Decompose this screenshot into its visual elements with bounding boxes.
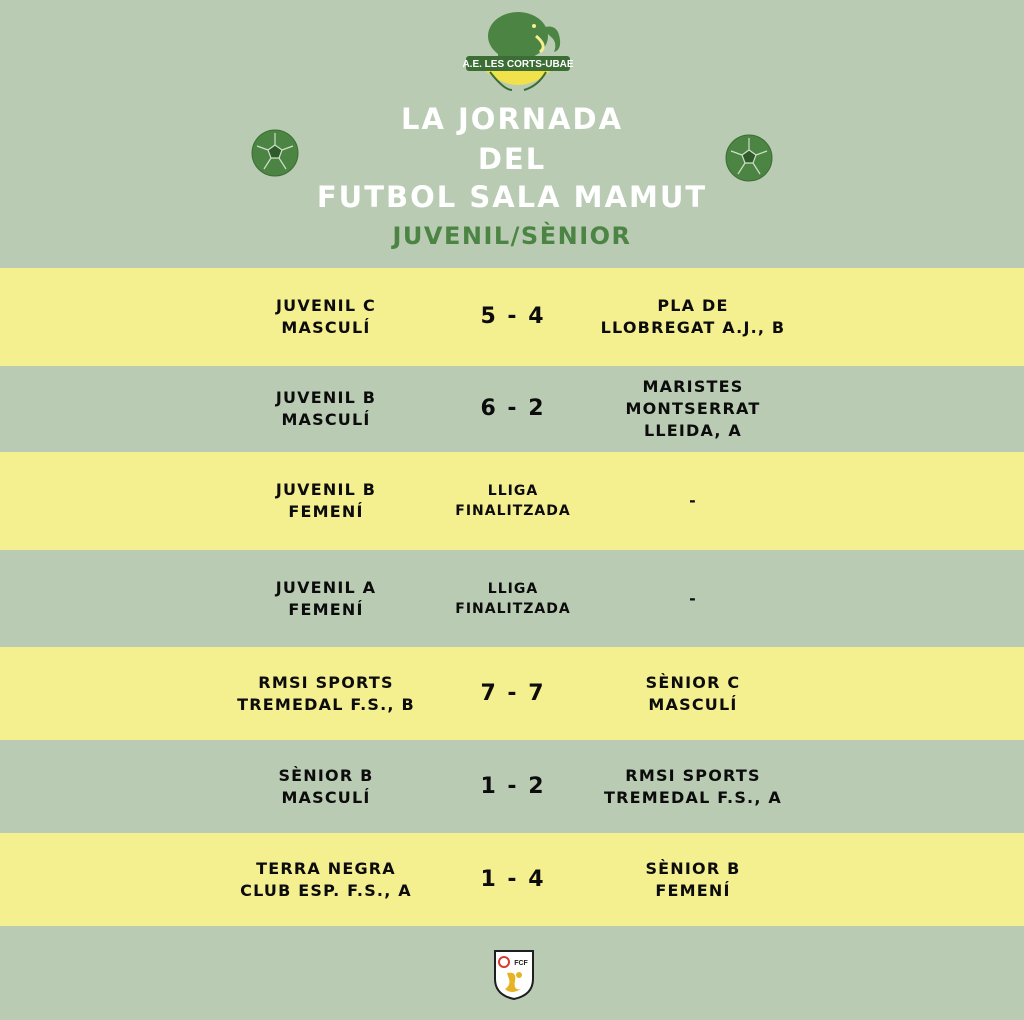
badge-text: FCF: [514, 960, 528, 967]
match-list: [0, 268, 1024, 926]
match-score: 1 - 4: [480, 866, 546, 892]
match-row: [0, 647, 1024, 740]
away-team: -: [689, 491, 697, 510]
home-team: JUVENIL B FEMENÍ: [275, 480, 377, 521]
away-team: SÈNIOR B FEMENÍ: [645, 858, 741, 900]
away-team: MARISTES MONTSERRAT LLEIDA, A: [625, 377, 761, 440]
match-row: [0, 452, 1024, 550]
match-row: [0, 740, 1024, 833]
match-status: LLIGA FINALITZADA: [455, 580, 571, 617]
home-team: RMSI SPORTS TREMEDAL F.S., B: [237, 672, 415, 714]
away-team: -: [689, 588, 697, 608]
fcf-badge-icon: [493, 949, 535, 1001]
match-row: [0, 268, 1024, 366]
home-team: JUVENIL C MASCULÍ: [276, 296, 376, 337]
title-line-2: DEL: [477, 142, 547, 176]
match-row: [0, 366, 1024, 452]
home-team: JUVENIL B MASCULÍ: [275, 388, 377, 429]
logo-text: A.E. LES CORTS-UBAE: [462, 59, 574, 70]
mammoth-logo-icon: [462, 6, 574, 94]
match-row: [0, 550, 1024, 647]
home-team: TERRA NEGRA CLUB ESP. F.S., A: [240, 858, 412, 900]
match-score: 5 - 4: [480, 304, 546, 329]
away-team: RMSI SPORTS TREMEDAL F.S., A: [604, 765, 782, 807]
match-score: 7 - 7: [480, 680, 546, 706]
home-team: SÈNIOR B MASCULÍ: [278, 765, 374, 807]
match-score: 1 - 2: [480, 773, 546, 799]
match-row: [0, 833, 1024, 926]
match-score: 6 - 2: [480, 396, 546, 421]
title-line-1: LA JORNADA: [400, 102, 624, 136]
header: [0, 0, 1024, 268]
subtitle: JUVENIL/SÈNIOR: [392, 222, 632, 250]
match-status: LLIGA FINALITZADA: [455, 483, 571, 519]
away-team: SÈNIOR C MASCULÍ: [645, 672, 741, 714]
home-team: JUVENIL A FEMENÍ: [275, 577, 377, 619]
title-line-3: FUTBOL SALA MAMUT: [316, 180, 708, 214]
away-team: PLA DE LLOBREGAT A.J., B: [600, 296, 786, 337]
